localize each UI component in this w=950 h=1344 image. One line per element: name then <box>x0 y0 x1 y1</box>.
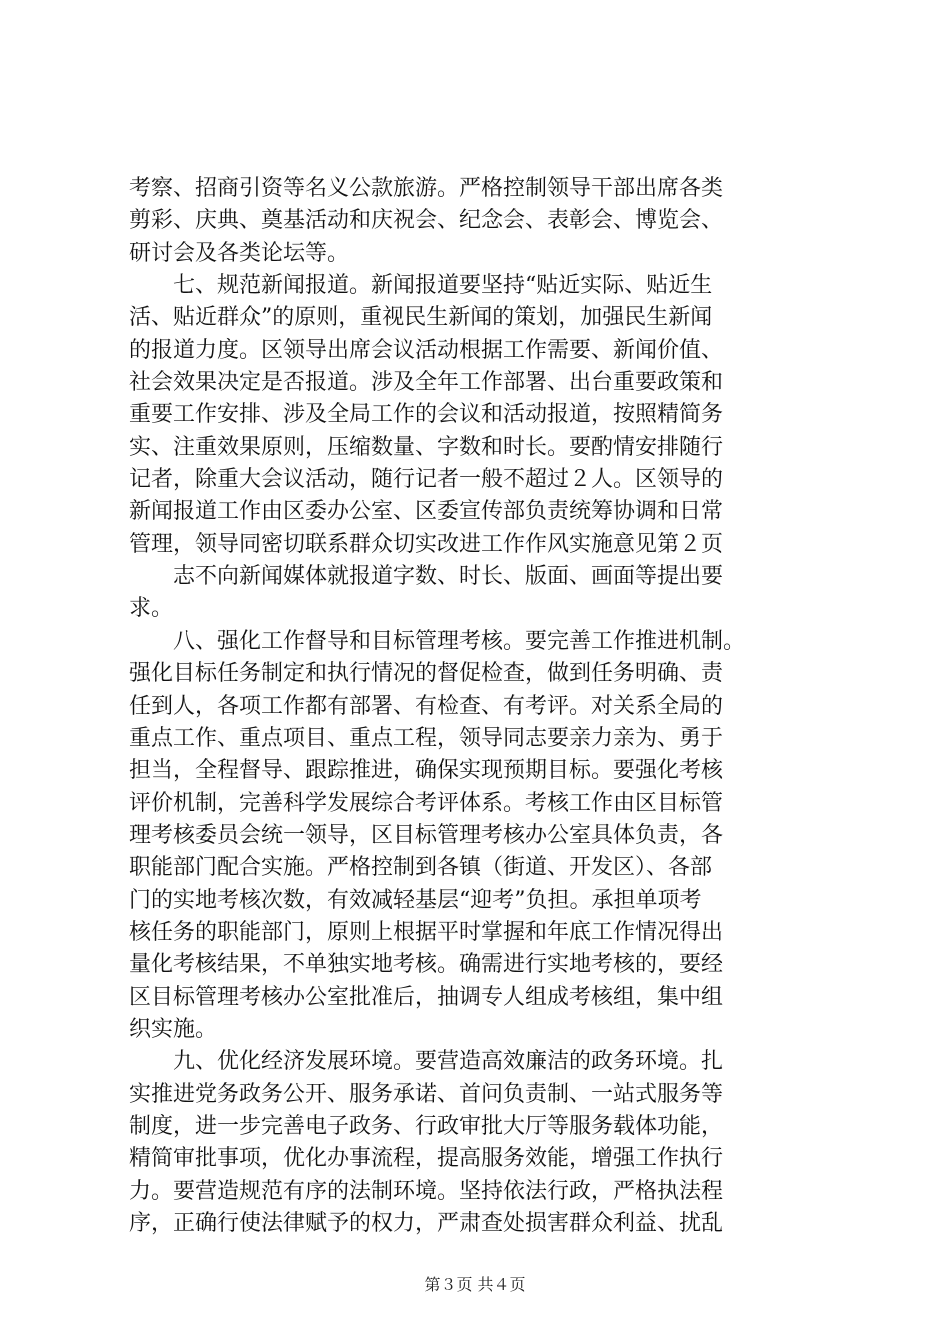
text-line: 研讨会及各类论坛等。 <box>129 240 350 266</box>
page-footer: 第３页 共４页 <box>424 1275 526 1294</box>
text-line: 志不向新闻媒体就报道字数、时长、版面、画面等提出要 <box>173 564 724 590</box>
text-line: 序，正确行使法律赋予的权力，严肃查处损害群众利益、扰乱 <box>129 1211 724 1236</box>
text-line: 剪彩、庆典、奠基活动和庆祝会、纪念会、表彰会、博览会、 <box>129 208 724 234</box>
document-body <box>129 173 831 1240</box>
text-line: 任到人，各项工作都有部署、有检查、有考评。对关系全局的 <box>129 693 724 719</box>
text-line: 活、贴近群众”的原则，重视民生新闻的策划，加强民生新闻 <box>129 305 713 331</box>
text-line: 门的实地考核次数，有效减轻基层“迎考”负担。承担单项考 <box>129 887 702 913</box>
text-line: 新闻报道工作由区委办公室、区委宣传部负责统筹协调和日常 <box>129 499 724 525</box>
text-line: 实、注重效果原则，压缩数量、字数和时长。要酌情安排随行 <box>129 434 724 460</box>
text-line: 社会效果决定是否报道。涉及全年工作部署、出台重要政策和 <box>129 370 724 396</box>
text-line: 的报道力度。区领导出席会议活动根据工作需要、新闻价值、 <box>129 337 724 363</box>
text-line: 量化考核结果，不单独实地考核。确需进行实地考核的，要经 <box>129 952 724 978</box>
text-line: 求。 <box>129 596 174 622</box>
paragraph-8-heading-line: 八、强化工作督导和目标管理考核。要完善工作推进机制。 <box>173 628 746 654</box>
text-line: 管理，领导同密切联系群众切实改进工作作风实施意见第２页 <box>129 531 724 557</box>
text-line: 织实施。 <box>129 1016 218 1042</box>
text-line: 强化目标任务制定和执行情况的督促检查，做到任务明确、责 <box>129 661 724 687</box>
text-line: 担当，全程督导、跟踪推进，确保实现预期目标。要强化考核 <box>129 758 724 784</box>
paragraph-7-heading-line: 七、规范新闻报道。新闻报道要坚持“贴近实际、贴近生 <box>173 273 713 299</box>
text-line: 考察、招商引资等名义公款旅游。严格控制领导干部出席各类 <box>129 176 724 201</box>
text-line: 重要工作安排、涉及全局工作的会议和活动报道，按照精简务 <box>129 402 724 428</box>
text-line: 核任务的职能部门，原则上根据平时掌握和年底工作情况得出 <box>129 919 724 945</box>
text-line: 职能部门配合实施。严格控制到各镇（街道、开发区）、各部 <box>129 855 713 881</box>
text-line: 重点工作、重点项目、重点工程，领导同志要亲力亲为、勇于 <box>129 725 724 751</box>
text-line: 制度，进一步完善电子政务、行政审批大厅等服务载体功能， <box>129 1113 724 1139</box>
text-line: 理考核委员会统一领导，区目标管理考核办公室具体负责，各 <box>129 822 724 848</box>
paragraph-9-heading-line: 九、优化经济发展环境。要营造高效廉洁的政务环境。扎 <box>173 1049 724 1075</box>
text-line: 精简审批事项，优化办事流程，提高服务效能，增强工作执行 <box>129 1146 724 1172</box>
text-line: 实推进党务政务公开、服务承诺、首问负责制、一站式服务等 <box>129 1081 724 1107</box>
text-line: 评价机制，完善科学发展综合考评体系。考核工作由区目标管 <box>129 790 724 816</box>
text-line: 记者，除重大会议活动，随行记者一般不超过２人。区领导的 <box>129 467 724 493</box>
text-line: 区目标管理考核办公室批准后，抽调专人组成考核组，集中组 <box>129 984 724 1010</box>
text-line: 力。要营造规范有序的法制环境。坚持依法行政，严格执法程 <box>129 1178 724 1204</box>
